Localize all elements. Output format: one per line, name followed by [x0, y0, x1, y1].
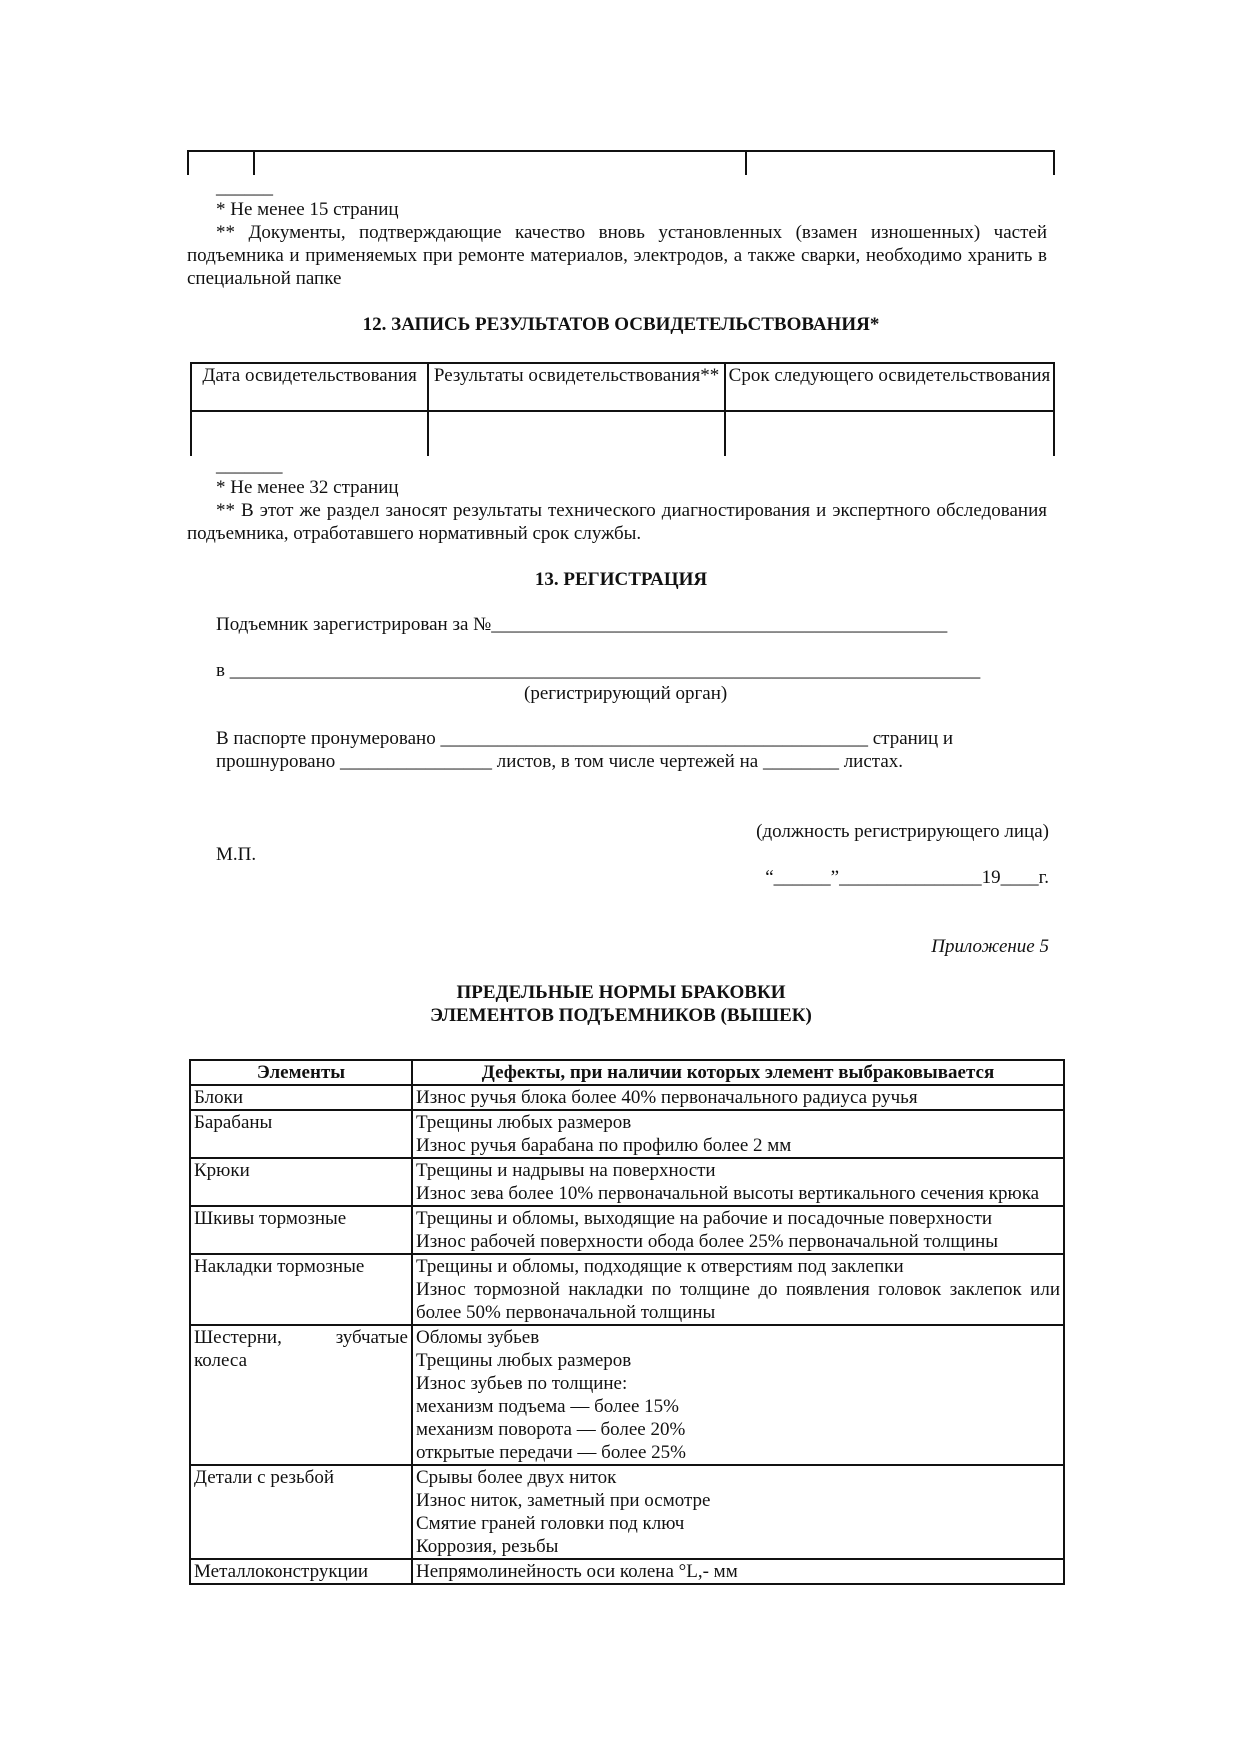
appendix-title-line-1: ПРЕДЕЛЬНЫЕ НОРМЫ БРАКОВКИ	[456, 982, 786, 1003]
column-header-defects: Дефекты, при наличии которых элемент выбраковывается	[412, 1060, 1064, 1085]
element-cell: Металлоконструкции	[190, 1559, 412, 1584]
footnote-rule: _______	[216, 455, 283, 476]
table-row	[190, 1085, 1064, 1110]
defects-cell	[412, 1158, 1064, 1206]
table-header-row	[191, 363, 1054, 411]
appendix-title-line-2: ЭЛЕМЕНТОВ ПОДЪЕМНИКОВ (ВЫШЕК)	[430, 1005, 812, 1026]
defects-cell	[412, 1206, 1064, 1254]
table-row	[190, 1325, 1064, 1465]
table-row	[190, 1206, 1064, 1254]
defects-cell	[412, 1559, 1064, 1584]
column-header-elements: Элементы	[190, 1060, 412, 1085]
column-header-results: Результаты освидетельствования**	[428, 363, 725, 411]
section-12-title: 12. ЗАПИСЬ РЕЗУЛЬТАТОВ ОСВИДЕТЕЛЬСТВОВАНИЯ*	[362, 314, 880, 335]
registration-organ-caption: (регистрирующий орган)	[524, 683, 728, 704]
date-line: “______”_______________19____г.	[765, 867, 1049, 888]
defects-cell	[412, 1465, 1064, 1559]
defect-item: Трещины любых размеров	[416, 1350, 632, 1371]
table-row	[190, 1465, 1064, 1559]
defect-item: Непрямолинейность оси колена °L,- мм	[416, 1561, 738, 1582]
table-row	[190, 1158, 1064, 1206]
table-cell	[191, 411, 428, 456]
defect-item: Износ рабочей поверхности обода более 25% первоначальной толщины	[416, 1231, 999, 1252]
table-row	[190, 1559, 1064, 1584]
footnote-1: * Не менее 15 страниц	[216, 199, 399, 220]
defect-item: Смятие граней головки под ключ	[416, 1513, 685, 1534]
registration-number-line: Подъемник зарегистрирован за №________________________________________________	[216, 614, 948, 635]
defects-cell	[412, 1325, 1064, 1465]
table-cell	[725, 411, 1054, 456]
defects-cell	[412, 1085, 1064, 1110]
rejection-norms-table	[189, 1059, 1065, 1585]
defect-item: Коррозия, резьбы	[416, 1536, 559, 1557]
laced-sheets-line: прошнуровано ________________ листов, в том числе чертежей на ________ листах.	[216, 751, 904, 772]
table-row	[190, 1110, 1064, 1158]
defect-item: Трещины и обломы, выходящие на рабочие и посадочные поверхности	[416, 1208, 993, 1229]
element-cell: Блоки	[190, 1085, 412, 1110]
column-header-next-date: Срок следующего освидетельствования	[725, 363, 1054, 411]
defect-item: Износ ниток, заметный при осмотре	[416, 1490, 711, 1511]
element-cell: Шкивы тормозные	[190, 1206, 412, 1254]
defect-item: механизм поворота — более 20%	[416, 1419, 686, 1440]
table-vline	[253, 150, 255, 175]
defect-item: Износ тормозной накладки по толщине до появления головок заклепок или более 50% первоначальной толщины	[416, 1279, 1060, 1323]
defect-item: Трещины и надрывы на поверхности	[416, 1160, 716, 1181]
footnote-2: ** В этот же раздел заносят результаты технического диагностирования и экспертного обследования подъемника, отработавшего нормативный срок службы.	[187, 500, 1047, 544]
section-13-title: 13. РЕГИСТРАЦИЯ	[534, 569, 708, 590]
table-vline	[745, 150, 747, 175]
column-header-date: Дата освидетельствования	[191, 363, 428, 411]
defect-item: Срывы более двух ниток	[416, 1467, 617, 1488]
element-cell: Накладки тормозные	[190, 1254, 412, 1325]
defect-item: механизм подъема — более 15%	[416, 1396, 679, 1417]
element-cell: Шестерни, зубчатые колеса	[190, 1325, 412, 1465]
stamp-placeholder: М.П.	[216, 844, 257, 865]
defect-item: Износ зубьев по толщине:	[416, 1373, 628, 1394]
defect-item: Износ зева более 10% первоначальной высоты вертикального сечения крюка	[416, 1183, 1040, 1204]
footnote-rule: ______	[216, 177, 273, 198]
inspection-results-table	[190, 362, 1055, 456]
table-top-border	[187, 150, 1055, 152]
registration-organ-line: в _______________________________________________________________________________	[216, 660, 981, 681]
element-cell: Барабаны	[190, 1110, 412, 1158]
defect-item: Износ ручья блока более 40% первоначального радиуса ручья	[416, 1087, 918, 1108]
defects-cell	[412, 1254, 1064, 1325]
numbered-pages-line: В паспорте пронумеровано _____________________________________________ страниц и	[216, 728, 954, 749]
position-caption: (должность регистрирующего лица)	[756, 821, 1049, 842]
defect-item: Трещины любых размеров	[416, 1112, 632, 1133]
table-vline	[1053, 150, 1055, 175]
table-vline	[187, 150, 189, 175]
defects-cell	[412, 1110, 1064, 1158]
table-row	[190, 1254, 1064, 1325]
defect-item: открытые передачи — более 25%	[416, 1442, 686, 1463]
appendix-label: Приложение 5	[931, 936, 1049, 957]
defect-item: Трещины и обломы, подходящие к отверстиям под заклепки	[416, 1256, 904, 1277]
footnote-1: * Не менее 32 страниц	[216, 477, 399, 498]
defect-item: Обломы зубьев	[416, 1327, 540, 1348]
footnote-2: ** Документы, подтверждающие качество вновь установленных (взамен изношенных) частей подъемника и применяемых при ремонте материалов, электродов, а также сварки, необходимо хранить в специальной папке	[187, 222, 1047, 289]
table-header-row	[190, 1060, 1064, 1085]
element-cell: Детали с резьбой	[190, 1465, 412, 1559]
table-row	[191, 411, 1054, 456]
element-cell: Крюки	[190, 1158, 412, 1206]
defect-item: Износ ручья барабана по профилю более 2 мм	[416, 1135, 792, 1156]
table-cell	[428, 411, 725, 456]
